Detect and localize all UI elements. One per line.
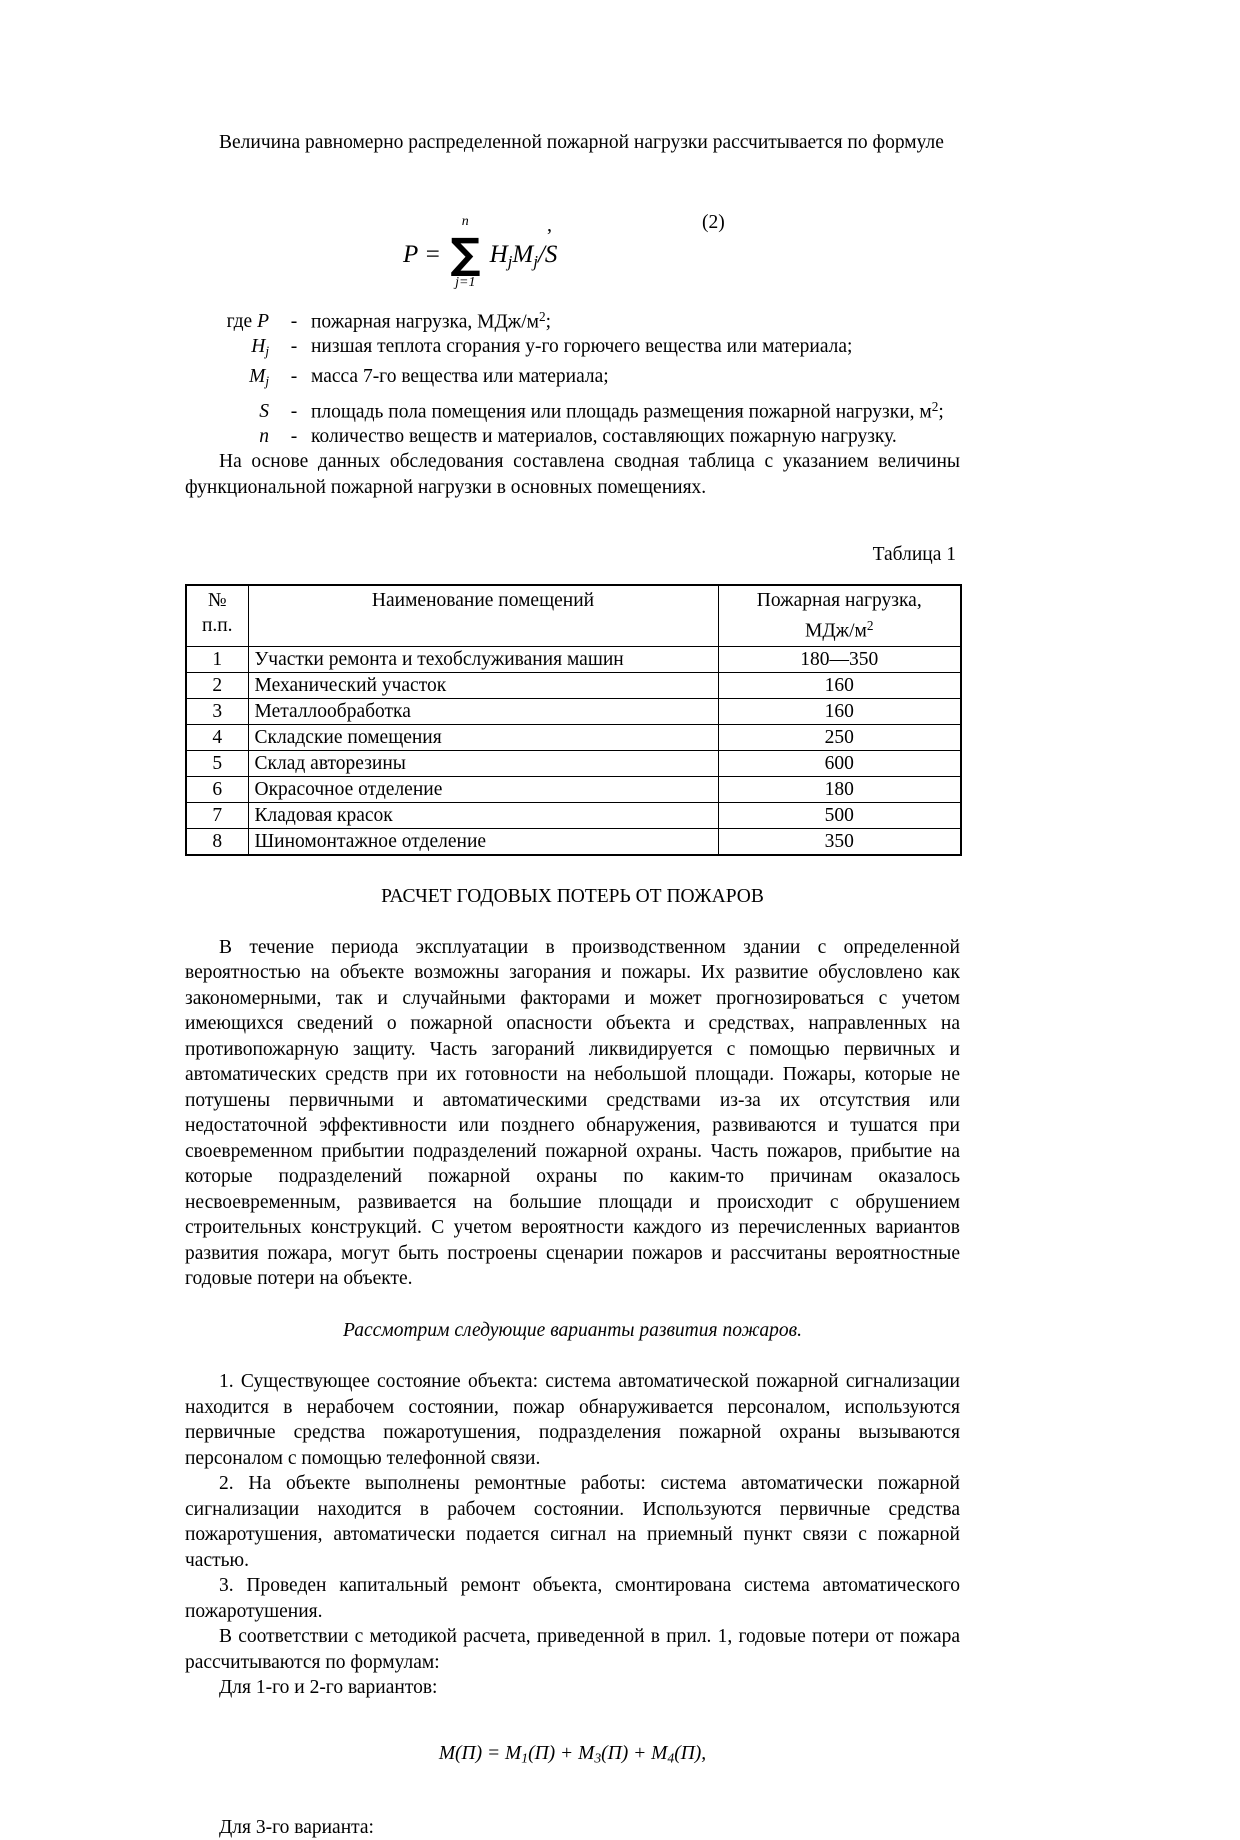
table-intro-paragraph: На основе данных обследования составлена сводная таблица с указанием величины функциональной пожарной нагрузки в основных помещениях. (185, 451, 960, 498)
cell-name: Металлообработка (248, 698, 718, 724)
fire-load-table (185, 584, 962, 856)
table-row (186, 724, 961, 750)
definition-symbol (185, 399, 277, 424)
losses-formula-mid2: (П) + М (601, 1742, 668, 1764)
definition-text (311, 394, 960, 425)
cell-name: Участки ремонта и техобслуживания машин (248, 646, 718, 672)
table-row (186, 828, 961, 855)
losses-formula-sub1: 1 (521, 1750, 529, 1766)
table-row (186, 672, 961, 698)
variant-paragraph-3: 3. Проведен капитальный ремонт объекта, смонтирована система автоматического пожаротушения. (185, 1575, 960, 1622)
cell-load: 250 (718, 724, 961, 750)
cell-name: Окрасочное отделение (248, 776, 718, 802)
sum-lower-limit: j=1 (455, 274, 476, 290)
definition-dash: - (290, 401, 298, 423)
cell-number: 4 (186, 724, 248, 750)
losses-formula (185, 1741, 960, 1771)
definition-text: низшая теплота сгорания у-го горючего вещества или материала; (311, 336, 853, 358)
page-content (185, 130, 960, 1840)
column-header-number-line2: п.п. (201, 615, 233, 637)
variant-1-2-label: Для 1-го и 2-го вариантов: (219, 1677, 438, 1699)
definition-symbol (185, 364, 277, 394)
definition-text (311, 304, 960, 335)
definition-row (185, 304, 960, 335)
losses-formula-sub2: 3 (594, 1750, 602, 1766)
cell-name: Склад авторезины (248, 750, 718, 776)
definition-superscript: 2 (539, 308, 546, 324)
definition-row (185, 334, 960, 364)
table-row (186, 802, 961, 828)
cell-name: Складские помещения (248, 724, 718, 750)
losses-formula-lead: М(П) = М (438, 1742, 522, 1764)
sigma-icon: ∑ (450, 228, 481, 278)
symbol-m-index: j (265, 373, 269, 389)
variants-list (185, 1369, 960, 1701)
symbol-m: M (249, 365, 266, 387)
definition-row (185, 364, 960, 394)
definition-symbol (185, 334, 277, 364)
formula-term-h-index: j (507, 251, 513, 271)
definition-dash: - (290, 311, 298, 333)
variant-paragraph-2: 2. На объекте выполнены ремонтные работы: система автоматически пожарной сигнализации находится в рабочем состоянии. Используются первичные средства пожаротушения, автоматически подается сигнал на приемный пункт связи с пожарной частью. (185, 1473, 960, 1571)
italic-note: Рассмотрим следующие варианты развития пожаров. (343, 1319, 802, 1341)
column-header-load (718, 585, 961, 646)
table-row (186, 698, 961, 724)
column-header-name: Наименование помещений (248, 585, 718, 646)
cell-load: 180—350 (718, 646, 961, 672)
definition-text-main: площадь пола помещения или площадь размещения пожарной нагрузки, м (311, 401, 932, 423)
section-heading: РАСЧЕТ ГОДОВЫХ ПОТЕРЬ ОТ ПОЖАРОВ (381, 885, 764, 907)
formula-term-m: M (512, 240, 534, 268)
formula-expression (403, 213, 558, 290)
column-header-number-line1: № (207, 590, 227, 612)
cell-number: 5 (186, 750, 248, 776)
symbol-s: S (259, 401, 269, 423)
definition-text-tail: ; (938, 401, 944, 423)
definition-symbol (185, 424, 277, 449)
definition-dash: - (290, 336, 298, 358)
cell-number: 7 (186, 802, 248, 828)
definition-text-main: пожарная нагрузка, МДж/м (311, 311, 540, 333)
variant-paragraph-1: 1. Существующее состояние объекта: система автоматической пожарной сигнализации находится в нерабочем состоянии, пожар обнаруживается персоналом, используются первичные средства пожаротушения, подразделения пожарной охраны вызываются персоналом с помощью телефонной связи. (185, 1371, 960, 1469)
load-units-superscript: 2 (866, 618, 874, 634)
where-word: где (226, 311, 253, 333)
losses-formula-sub3: 4 (667, 1750, 675, 1766)
formula-lhs: P (403, 240, 418, 268)
table-header-row (186, 585, 961, 646)
formula-2-block (185, 178, 960, 298)
symbol-definition-list (185, 304, 960, 450)
definition-dash: - (290, 365, 298, 387)
symbol-h: H (251, 336, 266, 358)
losses-formula-mid1: (П) + М (528, 1742, 595, 1764)
cell-number: 1 (186, 646, 248, 672)
formula-term-h: H (489, 240, 508, 268)
column-header-number (186, 585, 248, 646)
column-header-load-line2 (725, 613, 955, 644)
load-units: МДж/м (805, 620, 867, 642)
formula-divider: /S (537, 240, 558, 268)
cell-number: 3 (186, 698, 248, 724)
cell-number: 2 (186, 672, 248, 698)
cell-load: 350 (718, 828, 961, 855)
intro-paragraph: Величина равномерно распределенной пожарной нагрузки рассчитывается по формуле (219, 132, 944, 153)
definition-text: масса 7-го вещества или материала; (311, 365, 609, 387)
symbol-h-index: j (265, 343, 269, 359)
variant-3-label: Для 3-го варианта: (219, 1816, 374, 1838)
definition-row (185, 424, 960, 449)
symbol-n: n (259, 426, 269, 448)
cell-load: 160 (718, 672, 961, 698)
column-header-load-line1: Пожарная нагрузка, (756, 590, 922, 612)
formula-comma: , (547, 213, 552, 236)
cell-load: 600 (718, 750, 961, 776)
cell-number: 8 (186, 828, 248, 855)
definition-text: количество веществ и материалов, составляющих пожарную нагрузку. (311, 426, 897, 448)
cell-name: Кладовая красок (248, 802, 718, 828)
table-row (186, 776, 961, 802)
section-body-paragraph: В течение периода эксплуатации в производственном здании с определенной вероятностью на объекте возможны загорания и пожары. Их развитие обусловлено как закономерными, так и случайными факторами и может прогнозироваться с учетом имеющихся сведений о пожарной опасности объекта и средствах, направленных на противопожарную защиту. Часть загораний ликвидируется с помощью первичных и автоматических средств при их готовности на небольшой площади. Пожары, которые не потушены первичными и автоматическими средствами из-за их отсутствия или недостаточной эффективности или позднего обнаружения, развиваются и тушатся при своевременном прибытии подразделений пожарной охраны. Часть пожаров, прибытие на которые подразделений пожарной охраны по каким-то причинам оказалось несвоевременным, развивается на большие площади и происходит с обрушением строительных конструкций. С учетом вероятности каждого из перечисленных вариантов развития пожара, могут быть построены сценарии пожаров и рассчитаны вероятностные годовые потери на объекте. (185, 936, 960, 1290)
definition-text-tail: ; (545, 311, 552, 333)
cell-load: 500 (718, 802, 961, 828)
definition-superscript: 2 (931, 398, 939, 414)
summation-operator (450, 213, 481, 290)
definition-dash: - (290, 426, 298, 448)
method-paragraph: В соответствии с методикой расчета, приведенной в прил. 1, годовые потери от пожара рассчитываются по формулам: (185, 1626, 960, 1673)
table-row (186, 646, 961, 672)
table-caption: Таблица 1 (872, 544, 956, 566)
formula-number: (2) (702, 211, 725, 233)
table-row (186, 750, 961, 776)
cell-name: Шиномонтажное отделение (248, 828, 718, 855)
cell-load: 160 (718, 698, 961, 724)
cell-load: 180 (718, 776, 961, 802)
definition-symbol (185, 309, 277, 334)
formula-equals: = (424, 240, 441, 268)
definition-row (185, 394, 960, 425)
losses-formula-tail: (П), (674, 1742, 707, 1764)
table-head (186, 585, 961, 646)
cell-number: 6 (186, 776, 248, 802)
formula-term-m-index: j (533, 251, 538, 271)
symbol-p: P (257, 311, 269, 333)
sum-upper-limit: n (461, 213, 469, 229)
table-body (186, 646, 961, 855)
cell-name: Механический участок (248, 672, 718, 698)
